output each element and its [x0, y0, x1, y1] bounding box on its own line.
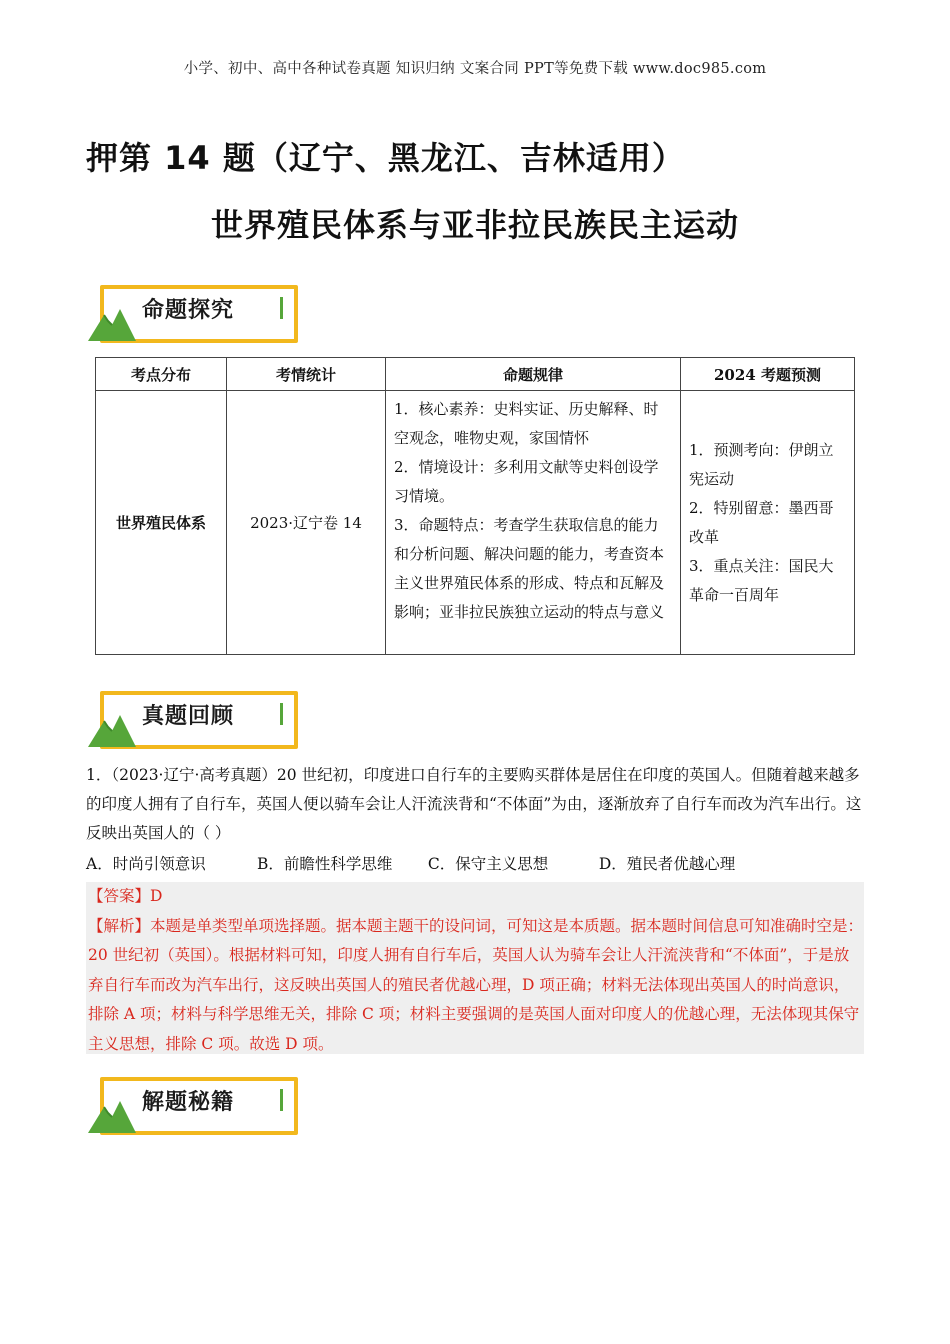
answer-text: 【答案】D — [88, 887, 163, 905]
question-options — [86, 852, 866, 874]
option-d: D．殖民者优越心理 — [598, 855, 736, 873]
page-title: 押第 14 题（辽宁、黑龙江、吉林适用） — [86, 139, 685, 177]
section-badge-secrets — [92, 1071, 302, 1141]
page-subtitle: 世界殖民体系与亚非拉民族民主运动 — [210, 206, 739, 244]
exam-analysis-table — [95, 357, 855, 655]
prediction-item: 1．预测考向：伊朗立宪运动 — [689, 440, 834, 488]
section-badge-review — [92, 685, 302, 755]
col-header-topic: 考点分布 — [96, 358, 227, 391]
prediction-item: 2．特别留意：墨西哥改革 — [689, 498, 834, 546]
col-header-rules: 命题规律 — [386, 358, 681, 391]
mountain-icon — [86, 301, 138, 343]
option-a: A．时尚引领意识 — [86, 855, 206, 873]
cell-rules — [386, 391, 681, 655]
section-badge-label: 命题探究 — [142, 298, 235, 323]
rule-item: 1．核心素养：史料实证、历史解释、时空观念，唯物史观，家国情怀 — [394, 400, 659, 447]
option-c: C．保守主义思想 — [427, 855, 549, 873]
answer-panel — [86, 882, 864, 1054]
cell-predictions — [681, 391, 855, 655]
analysis-text: 【解析】本题是单类型单项选择题。据本题主题干的设问词，可知这是本质题。据本题时间信息可知准确时空是：20 世纪初（英国）。根据材料可知，印度人拥有自行车后，英国人认为骑车会让人汗流浃背和“不体面”，于是放弃自行车而改为汽车出行，这反映出英国人的殖民者优越心理，D 项正确；材料无法体现出英国人的时尚意识，排除 A 项；材料与科学思维无关，排除 C 项；材料主要强调的是英国人面对印度人的优越心理，无法体现其保守主义思想，排除 C 项。故选 D 项。 — [88, 916, 864, 1053]
section-badge-explore — [92, 279, 302, 349]
rule-item: 2．情境设计：多利用文献等史料创设学习情境。 — [394, 458, 659, 505]
section-badge-label: 真题回顾 — [142, 704, 235, 729]
mountain-icon — [86, 707, 138, 749]
prediction-item: 3．重点关注：国民大革命一百周年 — [689, 556, 834, 604]
option-b: B．前瞻性科学思维 — [256, 855, 393, 873]
mountain-icon — [86, 1093, 138, 1135]
question-stem: 1．（2023·辽宁·高考真题）20 世纪初，印度进口自行车的主要购买群体是居住在印度的英国人。但随着越来越多的印度人拥有了自行车，英国人便以骑车会让人汗流浃背和“不体面”为由，逐渐放弃了自行车而改为汽车出行。这反映出英国人的（ ） — [86, 766, 862, 842]
cell-stats: 2023·辽宁卷 14 — [227, 391, 386, 655]
cell-topic: 世界殖民体系 — [96, 391, 227, 655]
site-header: 小学、初中、高中各种试卷真题 知识归纳 文案合同 PPT等免费下载 www.doc985.com — [183, 61, 767, 77]
col-header-stats: 考情统计 — [227, 358, 386, 391]
section-badge-label: 解题秘籍 — [142, 1090, 235, 1115]
col-header-prediction: 2024 考题预测 — [681, 358, 855, 391]
rule-item: 3．命题特点：考查学生获取信息的能力和分析问题、解决问题的能力，考查资本主义世界殖民体系的形成、特点和瓦解及影响；亚非拉民族独立运动的特点与意义 — [394, 516, 665, 621]
